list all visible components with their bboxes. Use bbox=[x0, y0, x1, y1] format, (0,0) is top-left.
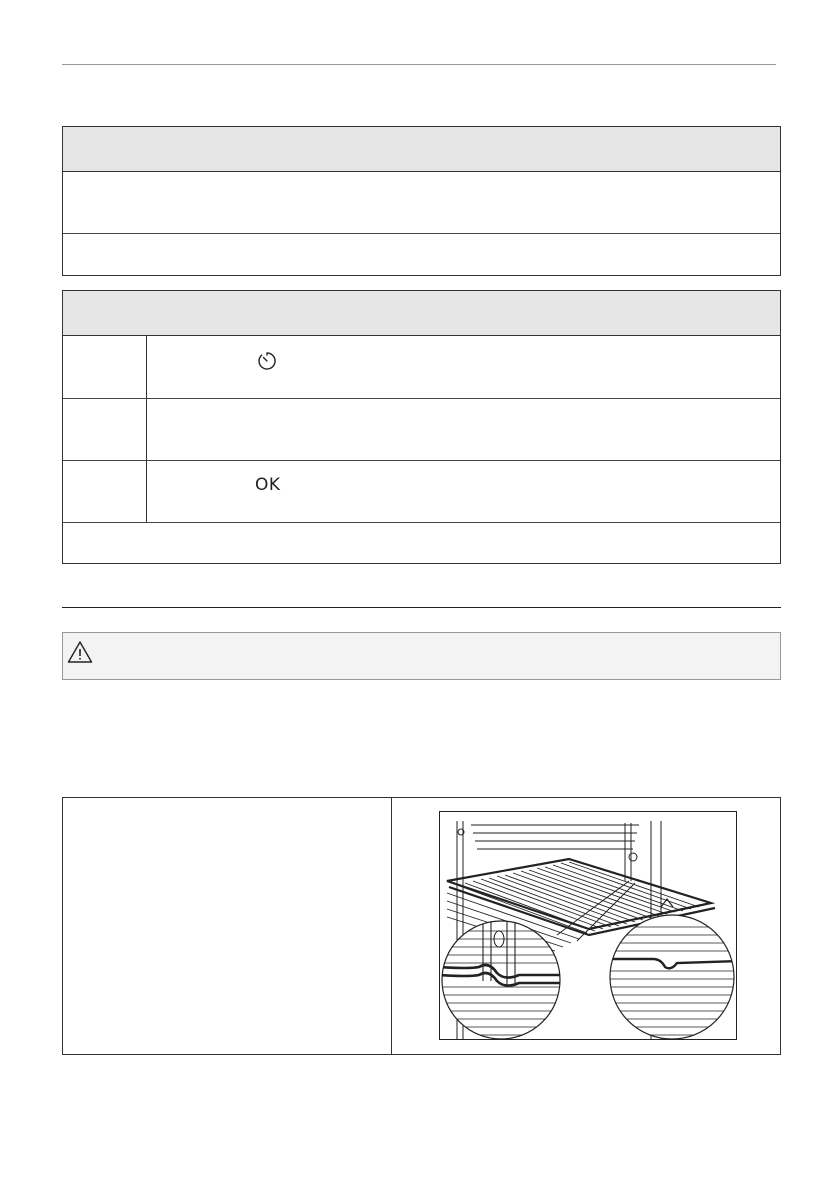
table-2-row-2 bbox=[63, 398, 780, 460]
step-text-cell bbox=[147, 336, 780, 398]
figure-text-cell bbox=[63, 798, 392, 1054]
table-2 bbox=[62, 290, 781, 564]
step-number-cell bbox=[63, 399, 147, 460]
table-2-row-3 bbox=[63, 460, 780, 522]
ok-icon: OK bbox=[255, 475, 281, 495]
table-1-row bbox=[63, 233, 780, 276]
step-number-cell bbox=[63, 461, 147, 522]
table-2-row-note bbox=[63, 522, 780, 565]
timer-icon bbox=[256, 350, 278, 372]
figure-table bbox=[62, 797, 781, 1055]
table-2-header bbox=[63, 291, 780, 336]
figure-image-cell bbox=[392, 798, 780, 1054]
table-1-header bbox=[63, 127, 780, 172]
step-text-cell bbox=[147, 399, 780, 460]
oven-shelf-illustration bbox=[439, 811, 737, 1040]
table-1-row bbox=[63, 172, 780, 233]
table-1 bbox=[62, 126, 781, 276]
warning-box bbox=[62, 632, 781, 680]
step-text-cell bbox=[147, 461, 780, 522]
section-rule bbox=[62, 607, 781, 608]
step-number-cell bbox=[63, 336, 147, 398]
warning-icon bbox=[67, 640, 93, 664]
table-2-row-1 bbox=[63, 336, 780, 398]
header-rule bbox=[62, 64, 776, 65]
